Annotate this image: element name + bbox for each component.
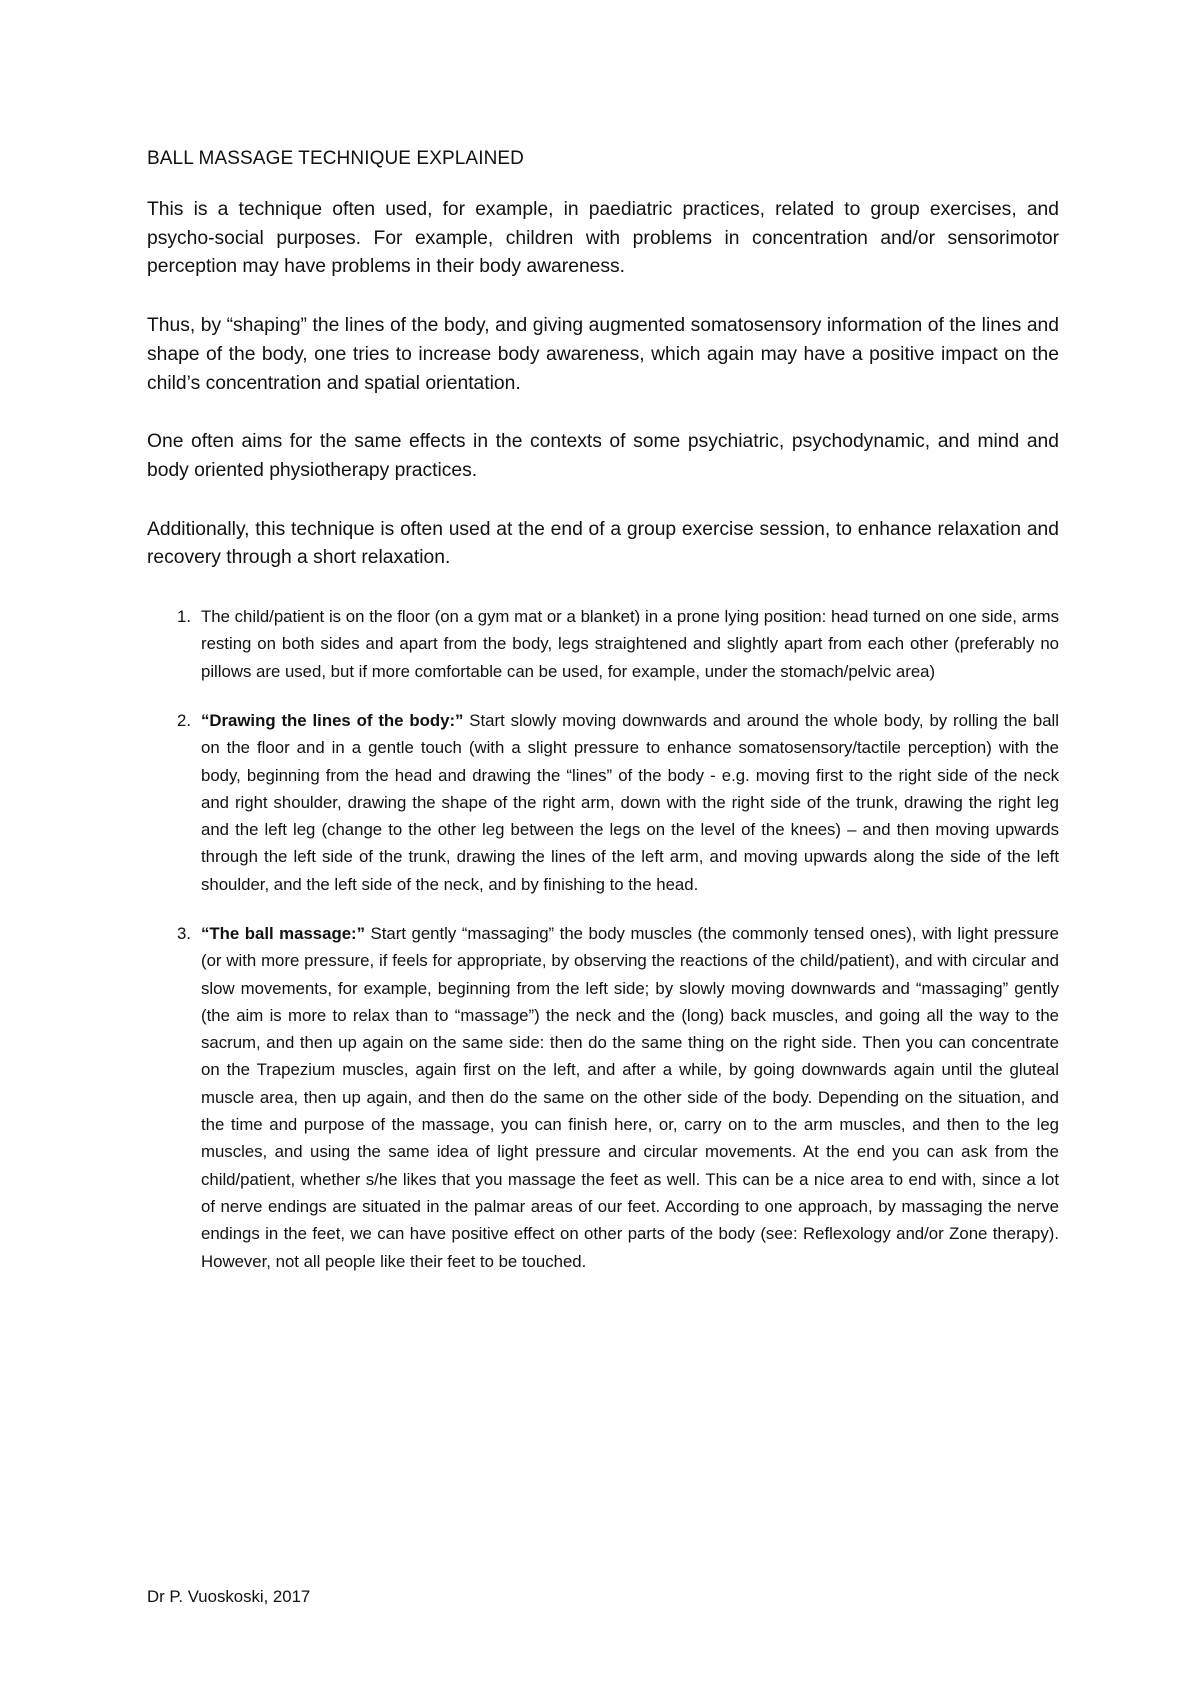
step-text: The child/patient is on the floor (on a gym mat or a blanket) in a prone lying position: head turned on one side, arms resting on both sides and apart from the body, legs straightened and slightly apart from each other (preferably no pillows are used, but if more comfortable can be used, for example, under the stomach/pelvic area) xyxy=(201,607,1059,681)
step-text: Start gently “massaging” the body muscles (the commonly tensed ones), with light pressure (or with more pressure, if feels for appropriate, by observing the reactions of the child/patient), and with circular and slow movements, for example, beginning from the left side; by slowly moving downwards and “massaging” gently (the aim is more to relax than to “massage”) the neck and the (long) back muscles, and going all the way to the sacrum, and then up again on the same side: then do the same thing on the right side. Then you can concentrate on the Trapezium muscles, again first on the left, and after a while, by going downwards again until the gluteal muscle area, then up again, and then do the same on the other side of the body. Depending on the situation, and the time and purpose of the massage, you can finish here, or, carry on to the arm muscles, and then to the leg muscles, and using the same idea of light pressure and circular movements. At the end you can ask from the child/patient, whether s/he likes that you massage the feet as well. This can be a nice area to end with, since a lot of nerve endings are situated in the palmar areas of our feet. According to one approach, by massaging the nerve endings in the feet, we can have positive effect on other parts of the body (see: Reflexology and/or Zone therapy). However, not all people like their feet to be touched. xyxy=(201,924,1059,1271)
intro-paragraph: Additionally, this technique is often used at the end of a group exercise session, to enhance relaxation and recovery through a short relaxation. xyxy=(147,518,1059,569)
step-body xyxy=(201,920,1059,1275)
step-item xyxy=(147,707,1059,898)
step-number: 3. xyxy=(177,924,191,943)
document-content xyxy=(147,148,1059,1297)
step-body xyxy=(201,707,1059,898)
intro-paragraph: Thus, by “shaping” the lines of the body, and giving augmented somatosensory information of the lines and shape of the body, one tries to increase body awareness, which again may have a positive impact on the child’s concentration and spatial orientation. xyxy=(147,315,1059,394)
intro-section xyxy=(147,196,1059,573)
step-lead: “The ball massage:” xyxy=(201,924,366,943)
intro-paragraph: One often aims for the same effects in the contexts of some psychiatric, psychodynamic, and mind and body oriented physiotherapy practices. xyxy=(147,431,1059,481)
step-number: 1. xyxy=(177,607,191,627)
intro-paragraph: This is a technique often used, for example, in paediatric practices, related to group exercises, and psycho-social purposes. For example, children with problems in concentration and/or sensorimotor perception may have problems in their body awareness. xyxy=(147,199,1059,278)
steps-list xyxy=(147,603,1059,1275)
step-item xyxy=(147,603,1059,685)
step-number: 2. xyxy=(177,710,191,730)
step-lead: “Drawing the lines of the body:” xyxy=(201,710,464,730)
document-footer: Dr P. Vuoskoski, 2017 xyxy=(147,1587,311,1606)
step-text: Start slowly moving downwards and around the whole body, by rolling the ball on the floor and in a gentle touch (with a slight pressure to enhance somatosensory/tactile perception) with the body, beginning from the head and drawing the “lines” of the body - e.g. moving first to the right side of the neck and right shoulder, drawing the shape of the right arm, down with the right side of the trunk, drawing the right leg and the left leg (change to the other leg between the legs on the level of the knees) – and then moving upwards through the left side of the trunk, drawing the lines of the left arm, and moving upwards along the side of the left shoulder, and the left side of the neck, and by finishing to the head. xyxy=(201,710,1059,894)
step-item xyxy=(147,920,1059,1275)
document-title: BALL MASSAGE TECHNIQUE EXPLAINED xyxy=(147,148,524,169)
